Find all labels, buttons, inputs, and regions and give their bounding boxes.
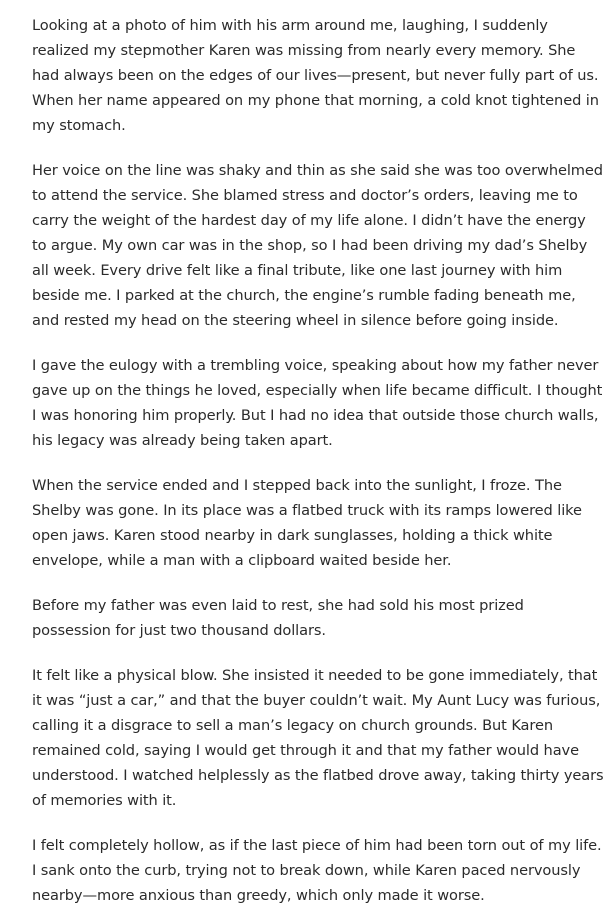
article-paragraph: Looking at a photo of him with his arm around me, laughing, I suddenly realized my stepmother Karen was missing from nearly every memory. She had always been on the edges of our lives—present, but never fully part of us. When her name appeared on my phone that morning, a cold knot tightened in my stomach. <box>32 17 599 134</box>
article-paragraph: Her voice on the line was shaky and thin as she said she was too overwhelmed to attend the service. She blamed stress and doctor’s orders, leaving me to carry the weight of the hardest day of my life alone. I didn’t have the energy to argue. My own car was in the shop, so I had been driving my dad’s Shelby all week. Every drive felt like a final tribute, like one last journey with him beside me. I parked at the church, the engine’s rumble fading beneath me, and rested my head on the steering wheel in silence before going inside. <box>32 162 603 329</box>
article-paragraph: I felt completely hollow, as if the last piece of him had been torn out of my life. I sank onto the curb, trying not to break down, while Karen paced nervously nearby—more anxious than greedy, which only made it worse. <box>32 837 602 904</box>
article-paragraph: It felt like a physical blow. She insisted it needed to be gone immediately, that it was “just a car,” and that the buyer couldn’t wait. My Aunt Lucy was furious, calling it a disgrace to sell a man’s legacy on church grounds. But Karen remained cold, saying I would get through it and that my father would have understood. I watched helplessly as the flatbed drove away, taking thirty years of memories with it. <box>32 667 604 809</box>
article-paragraph: Before my father was even laid to rest, she had sold his most prized possession for just two thousand dollars. <box>32 597 524 639</box>
article-paragraph: When the service ended and I stepped back into the sunlight, I froze. The Shelby was gone. In its place was a flatbed truck with its ramps lowered like open jaws. Karen stood nearby in dark sunglasses, holding a thick white envelope, while a man with a clipboard waited beside her. <box>32 477 582 569</box>
article-paragraph: I gave the eulogy with a trembling voice, speaking about how my father never gave up on the things he loved, especially when life became difficult. I thought I was honoring him properly. But I had no idea that outside those church walls, his legacy was already being taken apart. <box>32 357 603 449</box>
